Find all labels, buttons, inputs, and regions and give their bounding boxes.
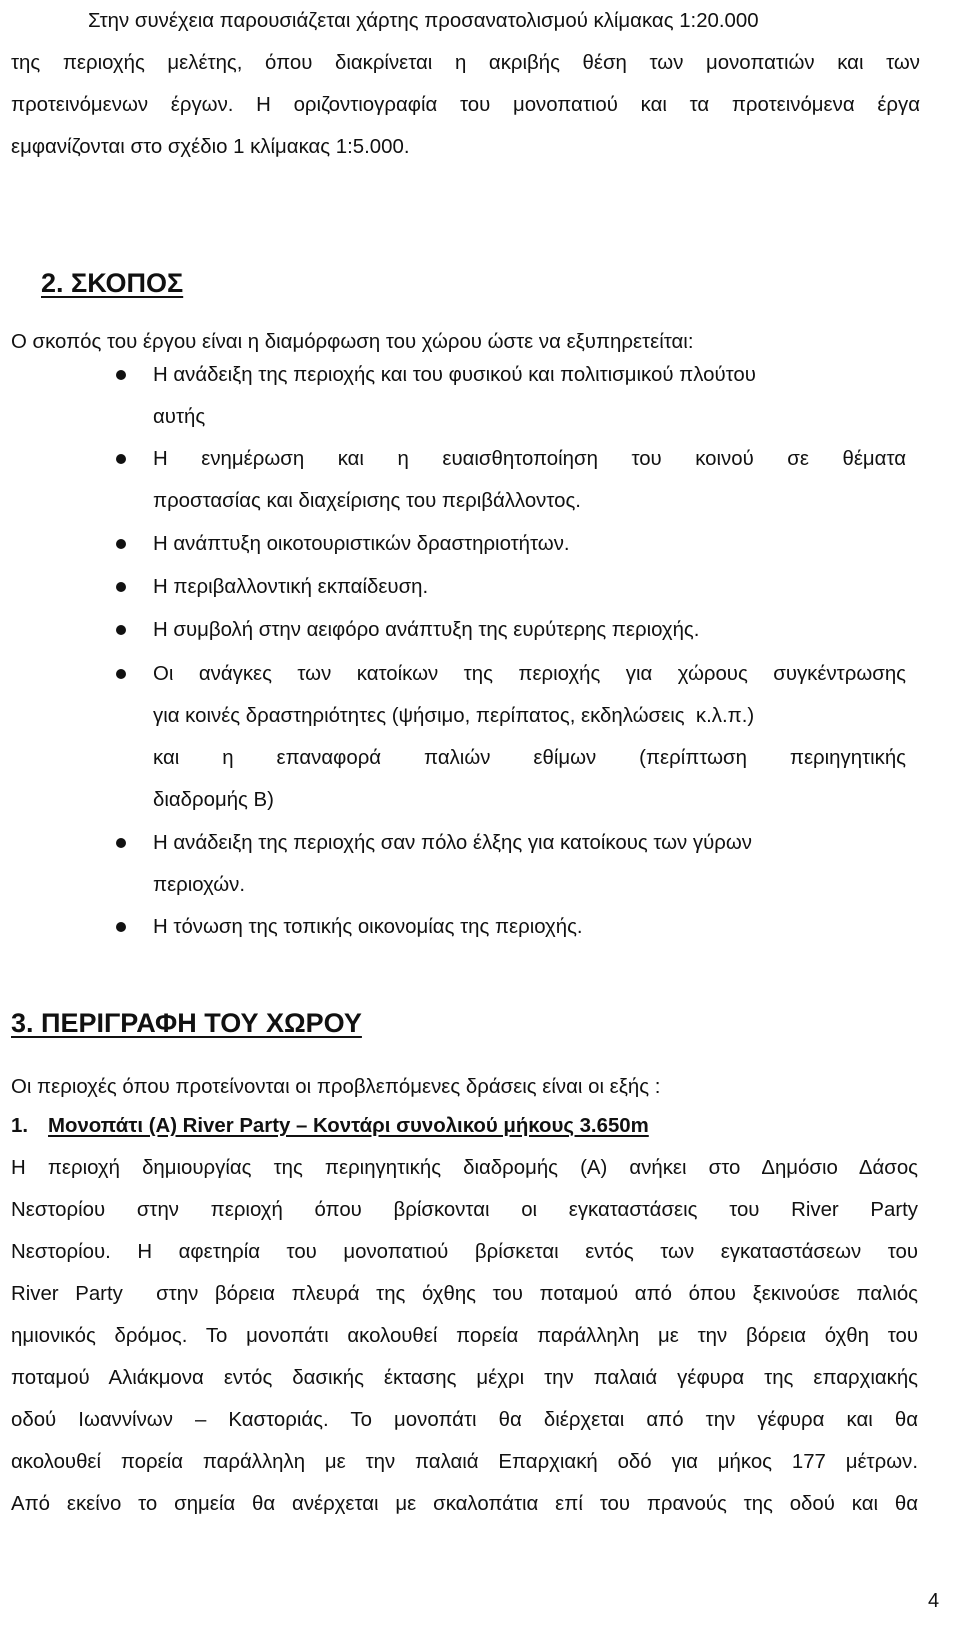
list-item-line: Η ανάπτυξη οικοτουριστικών δραστηριοτήτων. [153, 533, 570, 555]
body-line: River Party στην βόρεια πλευρά της όχθης του ποταμού από όπου ξεκινούσε παλιός [11, 1283, 918, 1305]
body-line: ημιονικός δρόμος. Το μονοπάτι ακολουθεί πορεία παράλληλη με την βόρεια όχθη του [11, 1325, 918, 1347]
bullet-dot-icon [116, 922, 126, 932]
list-item-line: αυτής [153, 406, 206, 428]
section-heading-skopos: 2. ΣΚΟΠΟΣ [41, 268, 184, 298]
intro-line: εμφανίζονται στο σχέδιο 1 κλίμακας 1:5.000. [11, 136, 410, 158]
bullet-dot-icon [116, 582, 126, 592]
list-item-line: και η επαναφορά παλιών εθίμων (περίπτωση περιηγητικής [153, 747, 906, 769]
intro-line: Στην συνέχεια παρουσιάζεται χάρτης προσανατολισμού κλίμακας 1:20.000 [88, 10, 759, 32]
intro-line: της περιοχής μελέτης, όπου διακρίνεται η ακριβής θέση των μονοπατιών και των [11, 52, 920, 74]
list-item-line: περιοχών. [153, 874, 246, 896]
intro-paragraph [11, 0, 920, 168]
list-item [153, 354, 906, 438]
list-item [153, 609, 906, 651]
body-line: Η περιοχή δημιουργίας της περιηγητικής διαδρομής (Α) ανήκει στο Δημόσιο Δάσος [11, 1157, 918, 1179]
bullet-dot-icon [116, 370, 126, 380]
list-item-line: Η περιβαλλοντική εκπαίδευση. [153, 576, 429, 598]
bullet-dot-icon [116, 669, 126, 679]
body-line: ακολουθεί πορεία παράλληλη με την παλαιά Επαρχιακή οδό για μήκος 177 μέτρων. [11, 1451, 918, 1473]
bullet-dot-icon [116, 625, 126, 635]
list-item-line: προστασίας και διαχείρισης του περιβάλλοντος. [153, 490, 581, 512]
list-item-line: για κοινές δραστηριότητες (ψήσιμο, περίπατος, εκδηλώσεις κ.λ.π.) [153, 705, 755, 727]
section2-lead-text: Ο σκοπός του έργου είναι η διαμόρφωση του χώρου ώστε να εξυπηρετείται: [11, 331, 694, 353]
list-item [153, 653, 906, 821]
list-item-line: διαδρομής Β) [153, 789, 274, 811]
list-item [153, 822, 906, 906]
list-item-line: Η τόνωση της τοπικής οικονομίας της περιοχής. [153, 916, 583, 938]
section3-lead [11, 1066, 660, 1108]
intro-line: προτεινόμενων έργων. Η οριζοντιογραφία του μονοπατιού και τα προτεινόμενα έργα [11, 94, 920, 116]
body-line: Από εκείνο το σημεία θα ανέρχεται με σκαλοπάτια επί του πρανούς της οδού και θα [11, 1493, 918, 1515]
list-item [153, 906, 906, 948]
list-item [153, 523, 906, 565]
body-line: οδού Ιωαννίνων – Καστοριάς. Το μονοπάτι θα διέρχεται από την γέφυρα και θα [11, 1409, 918, 1431]
section3-lead-text: Οι περιοχές όπου προτείνονται οι προβλεπόμενες δράσεις είναι οι εξής : [11, 1076, 661, 1098]
list-item-line: Η ανάδειξη της περιοχής σαν πόλο έλξης για κατοίκους των γύρων [153, 832, 752, 854]
list-item-line: Η ενημέρωση και η ευαισθητοποίηση του κοινού σε θέματα [153, 448, 906, 470]
section-heading-perigrafi: 3. ΠΕΡΙΓΡΑΦΗ ΤΟΥ ΧΩΡΟΥ [11, 1008, 362, 1038]
section3-body-paragraph [11, 1147, 918, 1525]
list-item [153, 438, 906, 522]
list-item [153, 566, 906, 608]
bullet-dot-icon [116, 454, 126, 464]
subsection-heading [11, 1105, 649, 1147]
bullet-dot-icon [116, 838, 126, 848]
subsection-number: 1. [11, 1115, 29, 1137]
body-line: Νεστορίου. Η αφετηρία του μονοπατιού βρίσκεται εντός των εγκαταστάσεων του [11, 1241, 918, 1263]
page-number: 4 [928, 1590, 940, 1612]
list-item-line: Οι ανάγκες των κατοίκων της περιοχής για χώρους συγκέντρωσης [153, 663, 906, 685]
bullet-dot-icon [116, 539, 126, 549]
body-line: ποταμού Αλιάκμονα εντός δασικής έκτασης μέχρι την παλαιά γέφυρα της επαρχιακής [11, 1367, 918, 1389]
body-line: Νεστορίου στην περιοχή όπου βρίσκονται οι εγκαταστάσεις του River Party [11, 1199, 918, 1221]
list-item-line: Η συμβολή στην αειφόρο ανάπτυξη της ευρύτερης περιοχής. [153, 619, 700, 641]
subsection-title: Μονοπάτι (Α) River Party – Κοντάρι συνολικού μήκους 3.650m [48, 1115, 649, 1137]
list-item-line: Η ανάδειξη της περιοχής και του φυσικού και πολιτισμικού πλούτου [153, 364, 756, 386]
